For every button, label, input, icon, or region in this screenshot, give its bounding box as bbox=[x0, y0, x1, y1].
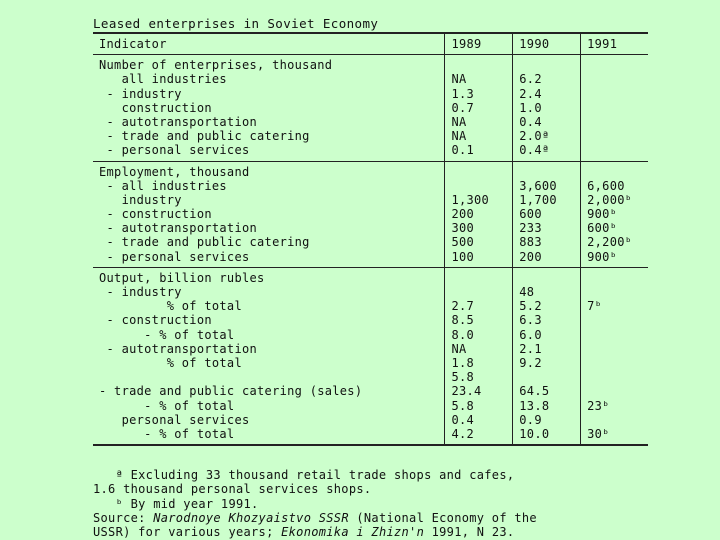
value: 23.4 bbox=[451, 384, 482, 399]
indicator-label: Output, billion rubles bbox=[99, 270, 265, 285]
source-line2-prefix: USSR) for various years; bbox=[93, 525, 282, 540]
value: 9.2 bbox=[519, 355, 542, 370]
source-prefix: Source: bbox=[93, 510, 154, 525]
value: 600ᵇ bbox=[587, 221, 618, 236]
value bbox=[587, 87, 644, 101]
indicator-label: - trade and public catering bbox=[99, 129, 310, 144]
indicator-label: industry bbox=[99, 192, 182, 207]
value: 0.7 bbox=[451, 100, 475, 115]
value: 64.5 bbox=[519, 384, 550, 399]
value-cell-1990 bbox=[513, 161, 581, 267]
value bbox=[451, 58, 508, 72]
footnotes bbox=[93, 468, 653, 539]
value: 2.0ª bbox=[519, 129, 550, 144]
value bbox=[451, 285, 508, 299]
value bbox=[451, 271, 508, 285]
value: 23ᵇ bbox=[587, 398, 610, 413]
leased-enterprises-table bbox=[93, 32, 648, 446]
source-line-2 bbox=[93, 525, 653, 539]
value-cell-1989 bbox=[445, 161, 513, 267]
value: 8.5 bbox=[451, 313, 475, 328]
indicator-label: - % of total bbox=[99, 327, 235, 342]
value: 2,000ᵇ bbox=[587, 192, 633, 207]
value bbox=[587, 370, 644, 384]
value: 1.8 bbox=[451, 355, 475, 370]
value: 6.3 bbox=[519, 313, 542, 328]
value-cell-1989 bbox=[445, 267, 513, 445]
value: 0.4 bbox=[519, 114, 542, 129]
value-cell-1991 bbox=[581, 267, 648, 445]
source-line2-rest: 1991, N 23. bbox=[424, 525, 515, 540]
value: NA bbox=[451, 114, 467, 129]
value: 5.8 bbox=[451, 370, 475, 385]
indicator-label: Number of enterprises, thousand bbox=[99, 58, 333, 73]
source-title: Narodnoye Khozyaistvo SSSR bbox=[153, 510, 349, 525]
value: 13.8 bbox=[519, 398, 550, 413]
table-title: Leased enterprises in Soviet Economy bbox=[93, 16, 379, 31]
value bbox=[587, 313, 644, 327]
indicator-label: - % of total bbox=[99, 426, 235, 441]
value bbox=[587, 413, 644, 427]
table-header-row bbox=[93, 33, 648, 55]
table-section bbox=[93, 267, 648, 445]
value-cell-1991 bbox=[581, 161, 648, 267]
indicator-label: - personal services bbox=[99, 249, 250, 264]
value: 5.8 bbox=[451, 398, 475, 413]
indicator-label: - trade and public catering (sales) bbox=[99, 384, 363, 399]
value: NA bbox=[451, 129, 467, 144]
value: 0.1 bbox=[451, 143, 475, 158]
indicator-label: - autotransportation bbox=[99, 114, 258, 129]
value-cell-1990 bbox=[513, 55, 581, 161]
value: 200 bbox=[519, 249, 542, 264]
value bbox=[587, 328, 644, 342]
indicator-label: - autotransportation bbox=[99, 341, 258, 356]
value: 100 bbox=[451, 249, 475, 264]
indicator-label: all industries bbox=[99, 72, 227, 87]
header-indicator: Indicator bbox=[93, 33, 445, 55]
value bbox=[587, 58, 644, 72]
value: 48 bbox=[519, 285, 535, 300]
value: 7ᵇ bbox=[587, 299, 603, 314]
value: 0.9 bbox=[519, 412, 542, 427]
value bbox=[519, 58, 576, 72]
value: 1.0 bbox=[519, 100, 542, 115]
value-cell-1991 bbox=[581, 55, 648, 161]
source-line bbox=[93, 511, 653, 525]
indicator-label: - autotransportation bbox=[99, 221, 258, 236]
value bbox=[587, 384, 644, 398]
value: 300 bbox=[451, 221, 475, 236]
footnote-a-cont: 1.6 thousand personal services shops. bbox=[93, 482, 372, 497]
indicator-label: - personal services bbox=[99, 143, 250, 158]
value: 6.0 bbox=[519, 327, 542, 342]
value: 10.0 bbox=[519, 426, 550, 441]
value: 6,600 bbox=[587, 178, 625, 193]
value: 0.4ª bbox=[519, 143, 550, 158]
indicator-label bbox=[99, 370, 440, 384]
header-year-1989: 1989 bbox=[445, 33, 513, 55]
indicator-label: personal services bbox=[99, 412, 250, 427]
value-cell-1989 bbox=[445, 55, 513, 161]
footnote-b: ᵇ By mid year 1991. bbox=[93, 496, 259, 511]
indicator-label: - construction bbox=[99, 207, 212, 222]
value: 4.2 bbox=[451, 426, 475, 441]
value: 0.4 bbox=[451, 412, 475, 427]
value bbox=[519, 370, 576, 384]
value: 883 bbox=[519, 235, 542, 250]
indicator-label: % of total bbox=[99, 299, 242, 314]
value: NA bbox=[451, 72, 467, 87]
value: 1.3 bbox=[451, 86, 475, 101]
indicator-label: - all industries bbox=[99, 178, 227, 193]
indicator-label: construction bbox=[99, 100, 212, 115]
value bbox=[587, 72, 644, 86]
value bbox=[587, 101, 644, 115]
value: 2,200ᵇ bbox=[587, 235, 633, 250]
indicator-label: - industry bbox=[99, 285, 182, 300]
indicator-label: - % of total bbox=[99, 398, 235, 413]
value: 600 bbox=[519, 207, 542, 222]
table-section bbox=[93, 161, 648, 267]
value: NA bbox=[451, 341, 467, 356]
value: 900ᵇ bbox=[587, 249, 618, 264]
value: 30ᵇ bbox=[587, 426, 610, 441]
indicator-cell bbox=[93, 55, 445, 161]
footnote-a: ª Excluding 33 thousand retail trade shops and cafes, bbox=[93, 468, 515, 482]
header-year-1990: 1990 bbox=[513, 33, 581, 55]
value bbox=[587, 129, 644, 143]
value bbox=[519, 271, 576, 285]
indicator-label: - trade and public catering bbox=[99, 235, 310, 250]
indicator-label: % of total bbox=[99, 355, 242, 370]
indicator-label: - construction bbox=[99, 313, 212, 328]
value: 5.2 bbox=[519, 299, 542, 314]
value bbox=[587, 143, 644, 157]
value: 1,700 bbox=[519, 192, 557, 207]
value bbox=[587, 115, 644, 129]
value bbox=[587, 342, 644, 356]
header-year-1991: 1991 bbox=[581, 33, 648, 55]
value: 233 bbox=[519, 221, 542, 236]
value: 500 bbox=[451, 235, 475, 250]
value bbox=[587, 285, 644, 299]
value bbox=[587, 271, 644, 285]
indicator-cell bbox=[93, 161, 445, 267]
value: 2.4 bbox=[519, 86, 542, 101]
value bbox=[451, 179, 508, 193]
value: 900ᵇ bbox=[587, 207, 618, 222]
source-rest: (National Economy of the bbox=[348, 510, 537, 525]
value bbox=[587, 165, 644, 179]
source-line2-title: Ekonomika i Zhizn'n bbox=[281, 525, 425, 540]
value bbox=[587, 356, 644, 370]
indicator-label: - industry bbox=[99, 86, 182, 101]
value: 1,300 bbox=[451, 192, 490, 207]
value: 200 bbox=[451, 207, 475, 222]
value: 2.1 bbox=[519, 341, 542, 356]
value: 2.7 bbox=[451, 299, 475, 314]
value: 3,600 bbox=[519, 178, 557, 193]
value-cell-1990 bbox=[513, 267, 581, 445]
value: 6.2 bbox=[519, 72, 542, 87]
indicator-cell bbox=[93, 267, 445, 445]
indicator-label: Employment, thousand bbox=[99, 164, 250, 179]
value: 8.0 bbox=[451, 327, 475, 342]
value bbox=[519, 165, 576, 179]
value bbox=[451, 165, 508, 179]
table-section bbox=[93, 55, 648, 161]
